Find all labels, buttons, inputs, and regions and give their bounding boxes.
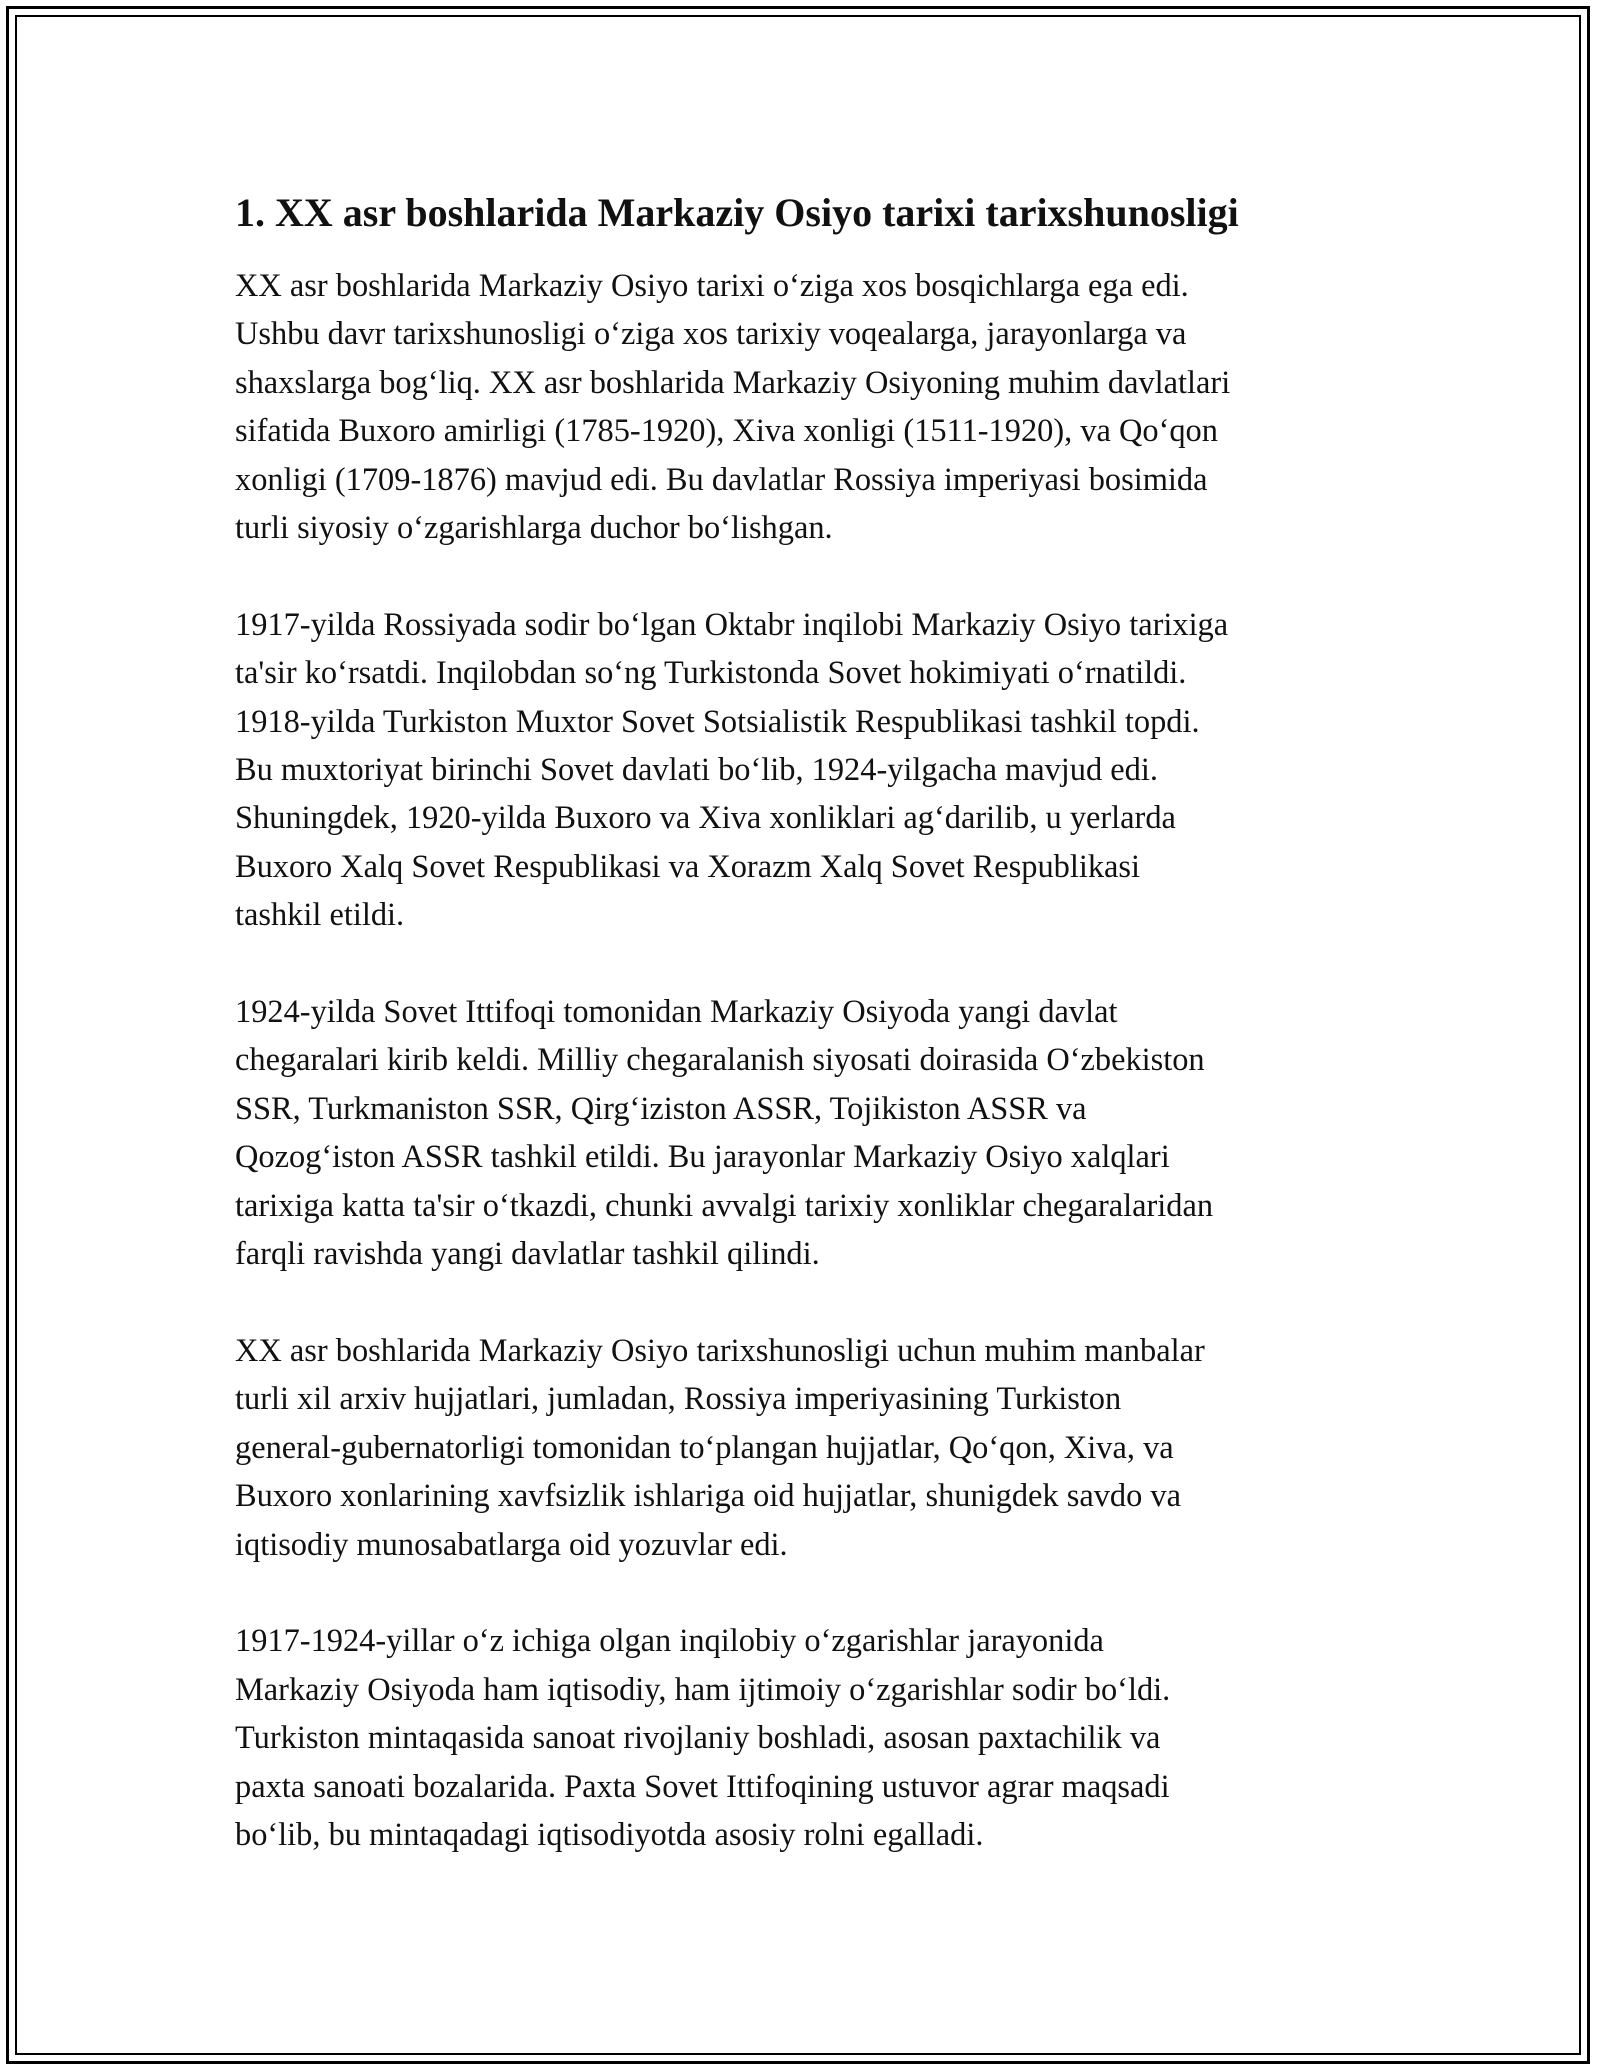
paragraph-5 (235, 1617, 1395, 1859)
paragraph-line: XX asr boshlarida Markaziy Osiyo tarixshunosligi uchun muhim manbalar (235, 1332, 1205, 1369)
paragraph-line: iqtisodiy munosabatlarga oid yozuvlar edi. (235, 1526, 788, 1563)
paragraph-3 (235, 988, 1395, 1278)
paragraph-line: 1917-1924-yillar o‘z ichiga olgan inqilobiy o‘zgarishlar jarayonida (235, 1623, 1104, 1660)
paragraph-line: SSR, Turkmaniston SSR, Qirg‘iziston ASSR, Tojikiston ASSR va (235, 1090, 1087, 1127)
paragraph-line: chegaralari kirib keldi. Milliy chegaralanish siyosati doirasida O‘zbekiston (235, 1042, 1205, 1079)
paragraph-line: 1918-yilda Turkiston Muxtor Sovet Sotsialistik Respublikasi tashkil topdi. (235, 703, 1200, 740)
paragraph-line: Buxoro xonlarining xavfsizlik ishlariga oid hujjatlar, shunigdek savdo va (235, 1478, 1181, 1515)
paragraph-line: 1917-yilda Rossiyada sodir bo‘lgan Oktabr inqilobi Markaziy Osiyo tarixiga (235, 606, 1229, 643)
paragraph-line: Markaziy Osiyoda ham iqtisodiy, ham ijtimoiy o‘zgarishlar sodir bo‘ldi. (235, 1671, 1171, 1708)
paragraph-line: Turkiston mintaqasida sanoat rivojlaniy boshladi, asosan paxtachilik va (235, 1720, 1161, 1757)
paragraph-line: Buxoro Xalq Sovet Respublikasi va Xorazm Xalq Sovet Respublikasi (235, 848, 1141, 885)
paragraph-line: shaxslarga bog‘liq. XX asr boshlarida Markaziy Osiyoning muhim davlatlari (235, 364, 1231, 401)
paragraph-line: general-gubernatorligi tomonidan to‘plangan hujjatlar, Qo‘qon, Xiva, va (235, 1429, 1174, 1466)
paragraph-line: Shuningdek, 1920-yilda Buxoro va Xiva xonliklari ag‘darilib, u yerlarda (235, 800, 1176, 837)
paragraph-line: tarixiga katta ta'sir o‘tkazdi, chunki avvalgi tarixiy xonliklar chegaralaridan (235, 1187, 1214, 1224)
paragraph-line: ta'sir ko‘rsatdi. Inqilobdan so‘ng Turkistonda Sovet hokimiyati o‘rnatildi. (235, 655, 1187, 692)
paragraph-line: tashkil etildi. (235, 897, 405, 934)
paragraph-line: Bu muxtoriyat birinchi Sovet davlati bo‘lib, 1924-yilgacha mavjud edi. (235, 752, 1158, 789)
paragraph-2 (235, 601, 1395, 940)
paragraph-line: 1924-yilda Sovet Ittifoqi tomonidan Markaziy Osiyoda yangi davlat (235, 994, 1118, 1031)
paragraph-line: XX asr boshlarida Markaziy Osiyo tarixi o‘ziga xos bosqichlarga ega edi. (235, 268, 1189, 304)
paragraph-4 (235, 1327, 1395, 1569)
paragraph-1 (235, 262, 1395, 552)
document-title: 1. XX asr boshlarida Markaziy Osiyo tarixi tarixshunosligi (235, 190, 1239, 235)
paragraph-line: bo‘lib, bu mintaqadagi iqtisodiyotda asosiy rolni egalladi. (235, 1816, 984, 1853)
document-body (235, 188, 1395, 1908)
paragraph-line: turli xil arxiv hujjatlari, jumladan, Rossiya imperiyasining Turkiston (235, 1381, 1122, 1418)
paragraph-line: Ushbu davr tarixshunosligi o‘ziga xos tarixiy voqealarga, jarayonlarga va (235, 316, 1187, 353)
paragraph-line: xonligi (1709-1876) mavjud edi. Bu davlatlar Rossiya imperiyasi bosimida (235, 461, 1208, 498)
paragraph-line: farqli ravishda yangi davlatlar tashkil qilindi. (235, 1236, 820, 1273)
paragraph-line: Qozog‘iston ASSR tashkil etildi. Bu jarayonlar Markaziy Osiyo xalqlari (235, 1139, 1170, 1176)
paragraph-line: paxta sanoati bozalarida. Paxta Sovet Ittifoqining ustuvor agrar maqsadi (235, 1768, 1170, 1805)
paragraph-line: sifatida Buxoro amirligi (1785-1920), Xiva xonligi (1511-1920), va Qo‘qon (235, 413, 1218, 450)
paragraph-line: turli siyosiy o‘zgarishlarga duchor bo‘lishgan. (235, 510, 833, 547)
